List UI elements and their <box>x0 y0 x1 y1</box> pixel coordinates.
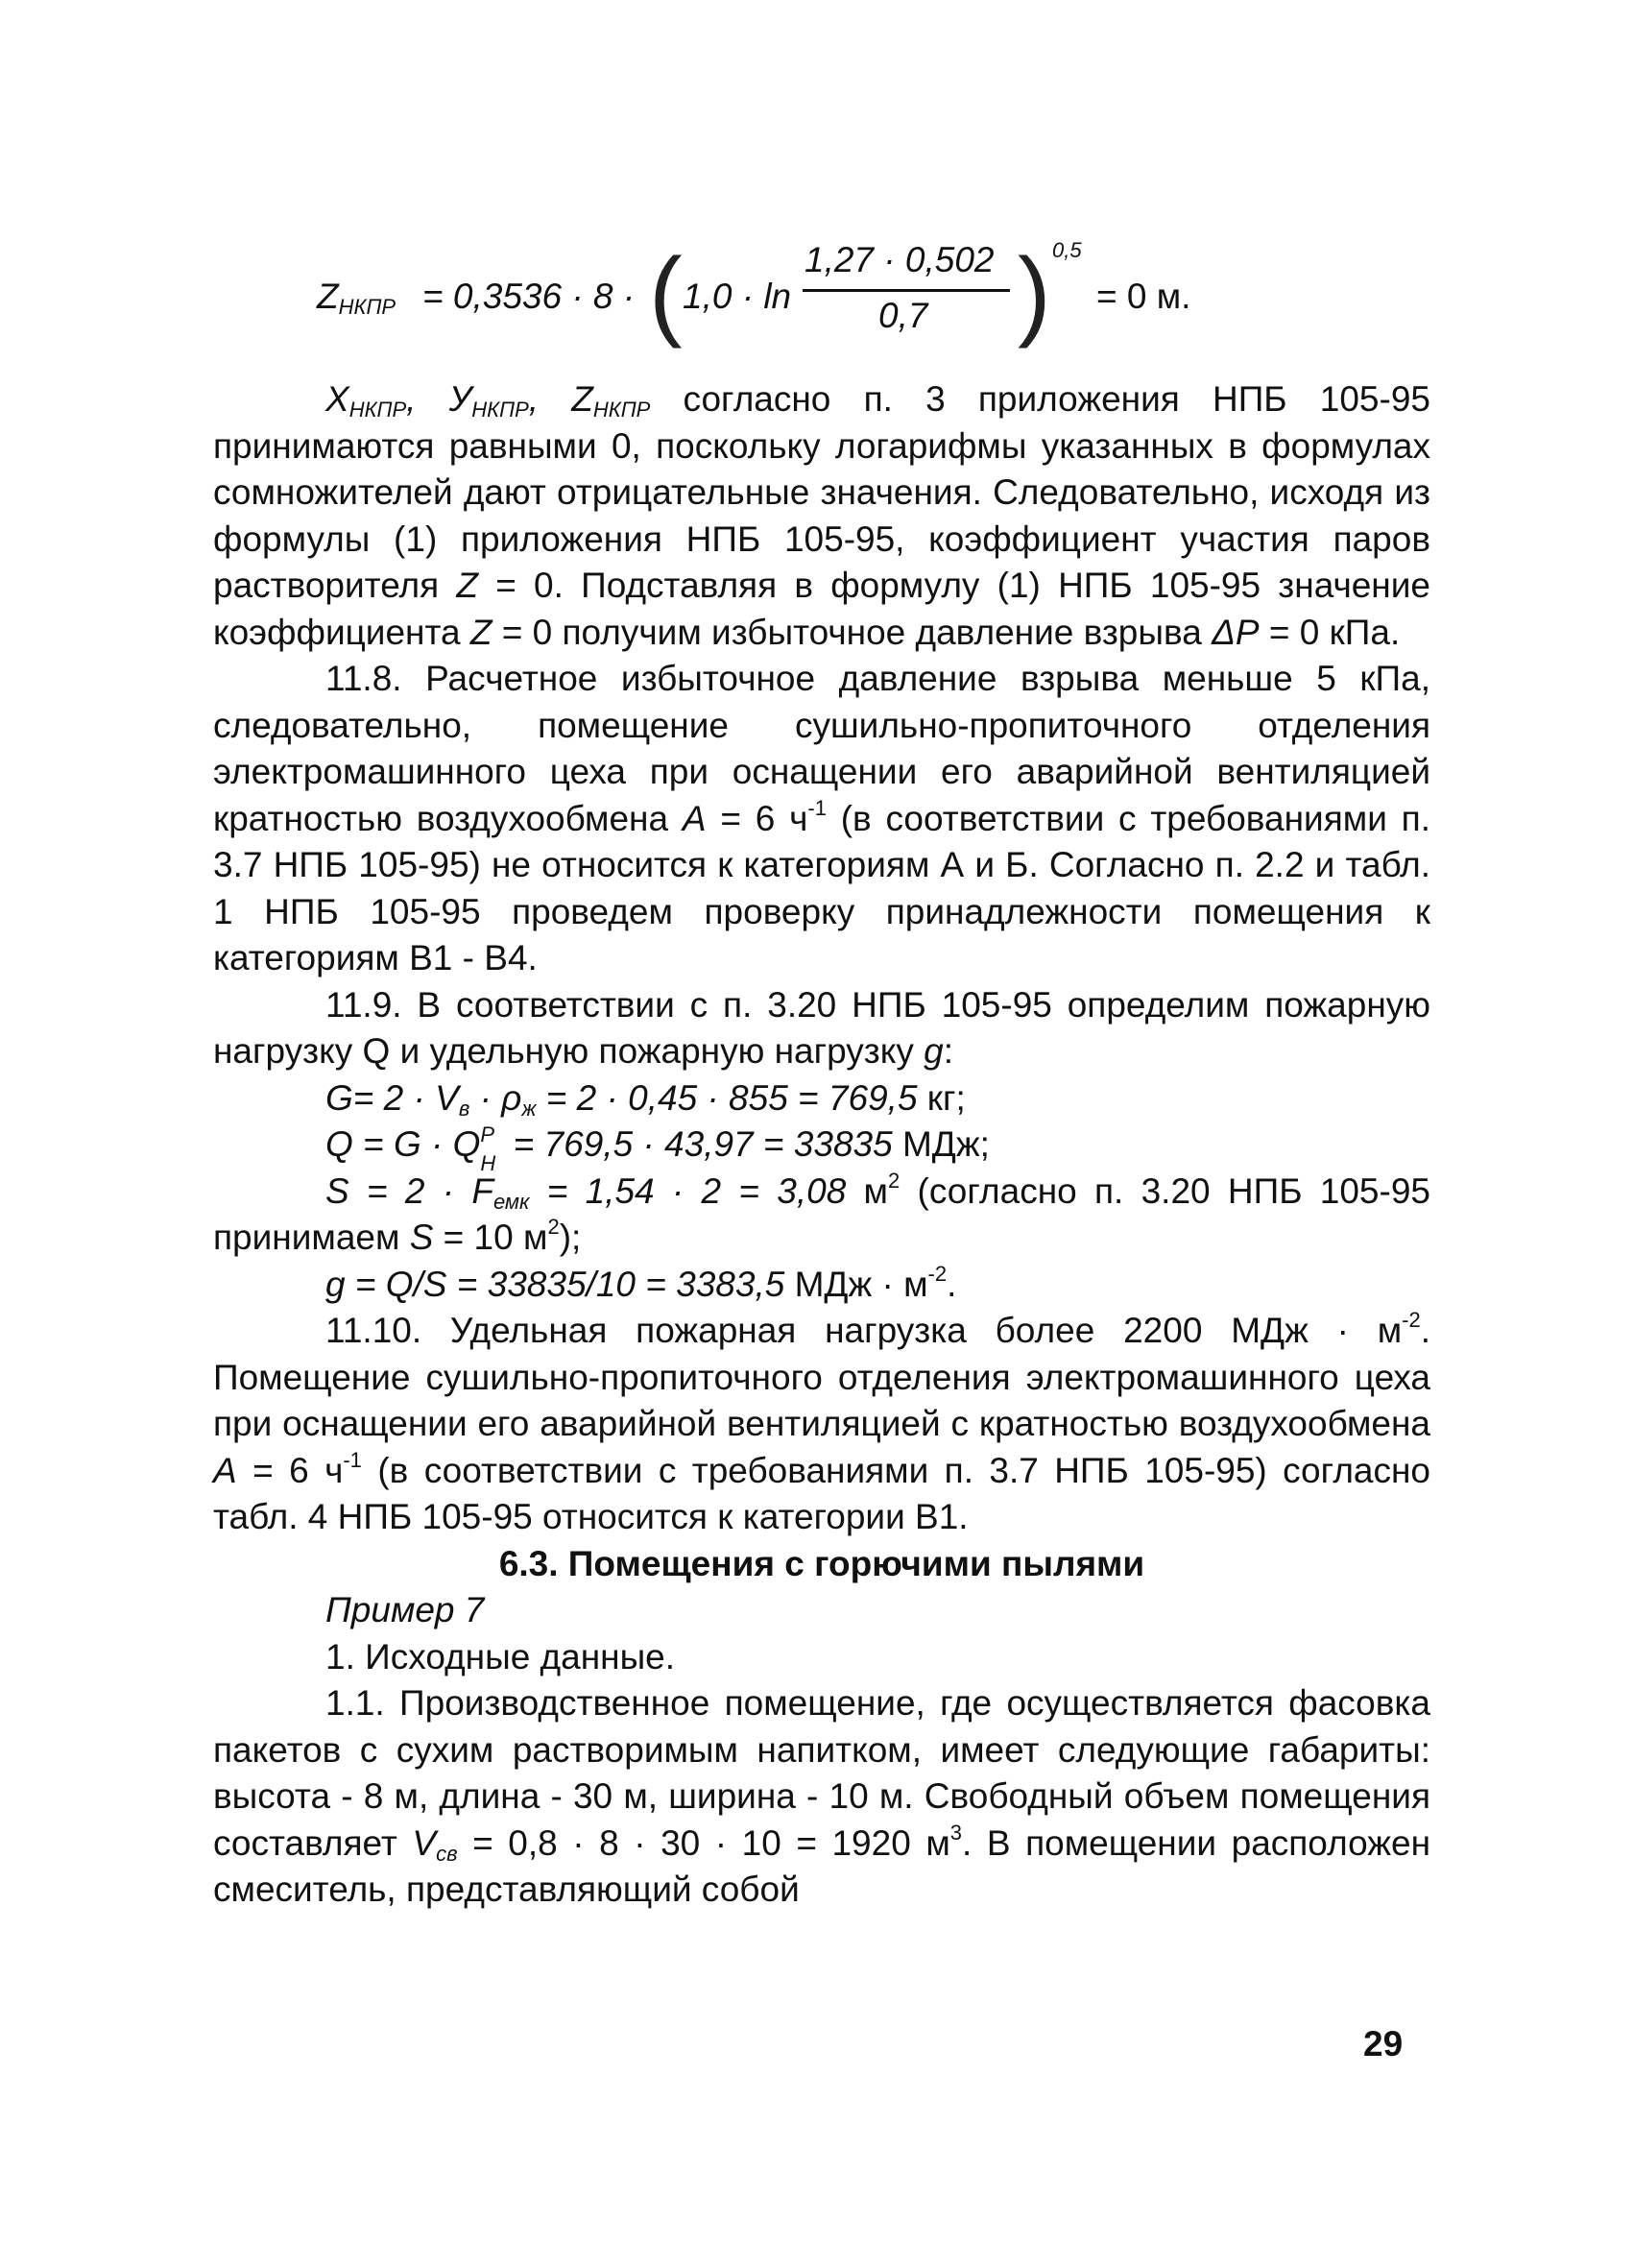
formula-result: = 0 м. <box>1096 277 1191 316</box>
formula-coefficient: = 0,3536 · 8 · <box>422 277 636 316</box>
formula-mass: $G= 2 \cdot V_в \cdot \rho_ж = 2 \cdot 0,45 \cdot 855 = 769,5$ кг; <box>325 1077 966 1121</box>
section-heading: 6.3. Помещения с горючими пылями <box>498 1543 1145 1583</box>
fraction-bar <box>803 289 1010 292</box>
initial-data-heading: 1. Исходные данные. <box>325 1636 676 1677</box>
formula-area: $S = 2 \cdot F_{емк} = 1,54 \cdot 2 = 3,08$ $м^2$ (согласно п. 3.20 НПБ 105-95 принимаем S = 10 $м^2$); <box>213 1168 1430 1257</box>
body-text <box>213 376 1430 1914</box>
right-paren: ) <box>1018 238 1051 350</box>
paragraph-11-10: 11.10. Удельная пожарная нагрузка более 2200 МДж · $м^{-2}$. Помещение сушильно-пропиточного отделения электромашинного цеха при оснащении его аварийной вентиляцией с кратностью воздухообмена А = 6 $ч^{-1}$ (в соответствии с требованиями п. 3.7 НПБ 105-95) согласно табл. 4 НПБ 105-95 относится к категории В1. <box>213 1308 1430 1536</box>
formula-inner-prefix: 1,0 · ln <box>683 277 792 316</box>
left-paren: ( <box>649 238 683 350</box>
z-formula <box>317 240 1258 355</box>
formula-lhs: $Z_{НКПР}$ <box>317 277 396 319</box>
formula-denominator: 0,7 <box>878 296 928 335</box>
paragraph-11-8: 11.8. Расчетное избыточное давление взрыва меньше 5 кПа, следовательно, помещение сушильно-пропиточного отделения электромашинного цеха при оснащении его аварийной вентиляцией кратностью воздухообмена А = 6 $ч^{-1}$ (в соответствии с требованиями п. 3.7 НПБ 105-95) не относится к категориям А и Б. Согласно п. 2.2 и табл. 1 НПБ 105-95 проведем проверку принадлежности помещения к категориям В1 - В4. <box>213 659 1430 977</box>
paragraph-11-9: 11.9. В соответствии с п. 3.20 НПБ 105-95 определим пожарную нагрузку Q и удельную пожарную нагрузку g: <box>213 984 1430 1071</box>
formula-fire-load: Q = G · Q P H = 769,5 · 43,97 = 33835 МДж; <box>325 1122 990 1175</box>
formula-exponent: 0,5 <box>1052 238 1082 262</box>
paragraph-coefficients: $X_{НКПР}$, $У_{НКПР}$, $Z_{НКПР}$ согласно п. 3 приложения НПБ 105-95 принимаются равными 0, поскольку логарифмы указанных в формулах сомножителей дают отрицательные значения. Следовательно, исходя из формулы (1) приложения НПБ 105-95, коэффициент участия паров растворителя Z = 0. Подставляя в формулу (1) НПБ 105-95 значение коэффициента Z = 0 получим избыточное давление взрыва ΔP = 0 кПа. <box>213 379 1430 652</box>
example-title: Пример 7 <box>325 1590 485 1629</box>
formula-numerator: 1,27 · 0,502 <box>804 240 995 279</box>
page-number: 29 <box>1363 2024 1404 2063</box>
formula-specific-load: g = Q/S = 33835/10 = 3383,5 МДж · $м^{-2}$. <box>325 1261 957 1304</box>
paragraph-1-1: 1.1. Производственное помещение, где осуществляется фасовка пакетов с сухим растворимым напитком, имеет следующие габариты: высота - 8 м, длина - 30 м, ширина - 10 м. Свободный объем помещения составляет $V_{св} = 0,8 \cdot 8 \cdot 30 \cdot 10 = 1920$ $м^3$. В помещении расположен смеситель, представляющий собой <box>213 1683 1431 1909</box>
